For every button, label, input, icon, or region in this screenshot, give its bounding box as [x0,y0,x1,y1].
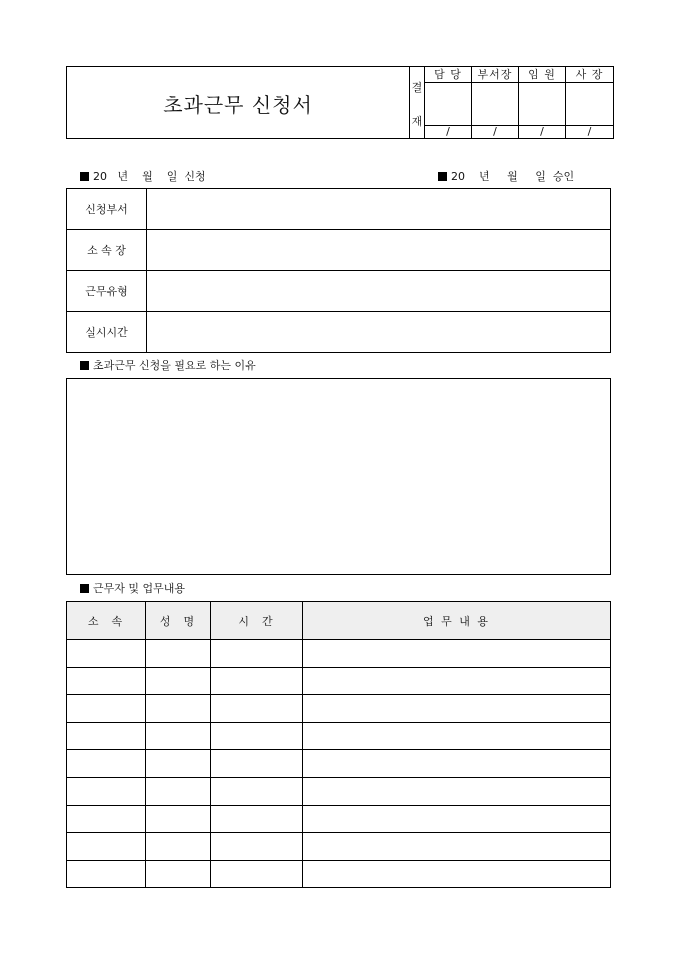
cell-work-content[interactable] [303,777,611,805]
info-table [66,188,611,353]
info-row [67,230,610,271]
cell-time[interactable] [211,750,303,778]
info-label: 근무유형 [67,271,147,311]
col-header-work-content: 업 무 내 용 [303,602,611,640]
apply-date-text: 20 년 월 일 신청 [93,170,206,183]
cell-time[interactable] [211,640,303,668]
info-value-field[interactable] [147,271,610,311]
cell-affiliation[interactable] [67,750,146,778]
approval-col-president[interactable] [566,66,614,139]
cell-affiliation[interactable] [67,722,146,750]
cell-affiliation[interactable] [67,695,146,723]
cell-time[interactable] [211,722,303,750]
cell-affiliation[interactable] [67,860,146,888]
square-bullet-icon [80,584,89,593]
work-table-header-row [67,602,611,640]
square-bullet-icon [80,172,89,181]
cell-time[interactable] [211,805,303,833]
cell-time[interactable] [211,667,303,695]
square-bullet-icon [80,361,89,370]
approval-label-top: 결 [411,81,423,94]
info-label: 신청부서 [67,189,147,229]
table-row [67,640,611,668]
col-header-time: 시 간 [211,602,303,640]
approval-head: 임 원 [519,67,565,83]
cell-affiliation[interactable] [67,667,146,695]
reason-heading-text: 초과근무 신청을 필요로 하는 이유 [93,359,256,372]
cell-name[interactable] [146,860,211,888]
cell-work-content[interactable] [303,805,611,833]
approval-label [409,66,425,139]
table-row [67,695,611,723]
cell-work-content[interactable] [303,860,611,888]
title-box [66,66,410,139]
table-row [67,750,611,778]
approval-col-manager[interactable] [425,66,472,139]
info-row [67,312,610,352]
cell-work-content[interactable] [303,640,611,668]
approve-date-text: 20 년 월 일 승인 [451,170,575,183]
cell-name[interactable] [146,833,211,861]
work-table-body [67,640,611,888]
table-row [67,860,611,888]
work-table [66,601,611,888]
reason-section-heading [80,357,256,373]
cell-work-content[interactable] [303,695,611,723]
approval-col-executive[interactable] [519,66,566,139]
info-value-field[interactable] [147,189,610,229]
cell-work-content[interactable] [303,667,611,695]
apply-date-line [80,168,206,184]
info-label: 실시시간 [67,312,147,352]
approval-head: 담 당 [425,67,471,83]
approval-date-slash: / [425,125,471,138]
document-title: 초과근무 신청서 [163,93,313,117]
table-row [67,777,611,805]
cell-name[interactable] [146,777,211,805]
cell-name[interactable] [146,805,211,833]
cell-affiliation[interactable] [67,833,146,861]
cell-affiliation[interactable] [67,777,146,805]
cell-name[interactable] [146,750,211,778]
square-bullet-icon [438,172,447,181]
approval-label-bottom: 재 [411,115,423,128]
workers-section-heading [80,580,185,596]
table-row [67,722,611,750]
approval-date-slash: / [519,125,565,138]
approval-head: 부서장 [472,67,518,83]
cell-affiliation[interactable] [67,805,146,833]
cell-work-content[interactable] [303,722,611,750]
approval-col-dept-head[interactable] [472,66,519,139]
info-value-field[interactable] [147,312,610,352]
info-label: 소 속 장 [67,230,147,270]
col-header-affiliation: 소 속 [67,602,146,640]
cell-time[interactable] [211,833,303,861]
approval-date-slash: / [566,125,613,138]
cell-time[interactable] [211,860,303,888]
col-header-name: 성 명 [146,602,211,640]
info-row [67,271,610,312]
table-row [67,667,611,695]
cell-affiliation[interactable] [67,640,146,668]
cell-name[interactable] [146,722,211,750]
reason-textarea[interactable] [66,378,611,575]
info-row [67,189,610,230]
cell-time[interactable] [211,695,303,723]
cell-work-content[interactable] [303,833,611,861]
info-value-field[interactable] [147,230,610,270]
table-row [67,805,611,833]
workers-heading-text: 근무자 및 업무내용 [93,582,186,595]
cell-name[interactable] [146,695,211,723]
table-row [67,833,611,861]
cell-work-content[interactable] [303,750,611,778]
cell-name[interactable] [146,640,211,668]
approve-date-line [438,168,574,184]
cell-time[interactable] [211,777,303,805]
approval-head: 사 장 [566,67,613,83]
approval-date-slash: / [472,125,518,138]
cell-name[interactable] [146,667,211,695]
